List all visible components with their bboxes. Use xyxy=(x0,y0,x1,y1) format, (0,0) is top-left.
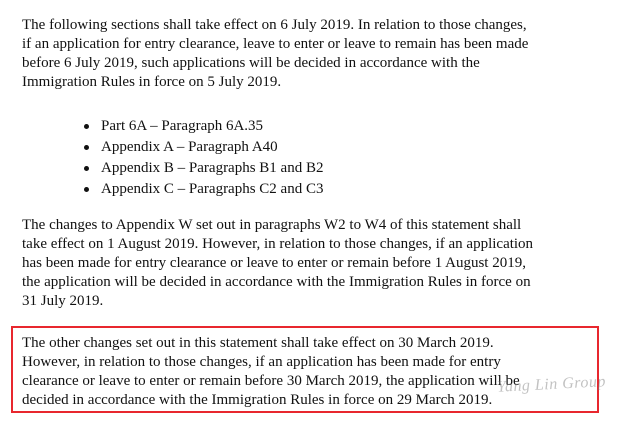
paragraph-line: Immigration Rules in force on 5 July 2019. xyxy=(22,74,282,90)
bullet-item: Appendix C – Paragraphs C2 and C3 xyxy=(84,179,323,200)
paragraph-line: if an application for entry clearance, leave to enter or leave to remain has been made xyxy=(22,36,529,52)
paragraph-effective-30-march xyxy=(22,334,602,410)
paragraph-line: the application will be decided in accordance with the Immigration Rules in force on xyxy=(22,274,531,290)
sections-bullet-list xyxy=(84,116,323,200)
watermark: Yang Lin Group xyxy=(496,373,607,396)
paragraph-line: clearance or leave to enter or remain before 30 March 2019, the application will be xyxy=(22,373,520,389)
bullet-item: Appendix A – Paragraph A40 xyxy=(84,137,323,158)
paragraph-line: decided in accordance with the Immigration Rules in force on 29 March 2019. xyxy=(22,392,493,408)
paragraph-appendix-w xyxy=(22,216,602,311)
paragraph-effective-6-july xyxy=(22,16,602,92)
paragraph-line: However, in relation to those changes, if an application has been made for entry xyxy=(22,354,501,370)
paragraph-line: The other changes set out in this statement shall take effect on 30 March 2019. xyxy=(22,335,494,351)
paragraph-line: 31 July 2019. xyxy=(22,293,104,309)
paragraph-line: before 6 July 2019, such applications will be decided in accordance with the xyxy=(22,55,480,71)
paragraph-line: has been made for entry clearance or leave to enter or remain before 1 August 2019, xyxy=(22,255,526,271)
bullet-item: Part 6A – Paragraph 6A.35 xyxy=(84,116,323,137)
paragraph-line: The following sections shall take effect on 6 July 2019. In relation to those changes, xyxy=(22,17,527,33)
paragraph-line: The changes to Appendix W set out in paragraphs W2 to W4 of this statement shall xyxy=(22,217,522,233)
bullet-item: Appendix B – Paragraphs B1 and B2 xyxy=(84,158,323,179)
paragraph-line: take effect on 1 August 2019. However, in relation to those changes, if an application xyxy=(22,236,534,252)
